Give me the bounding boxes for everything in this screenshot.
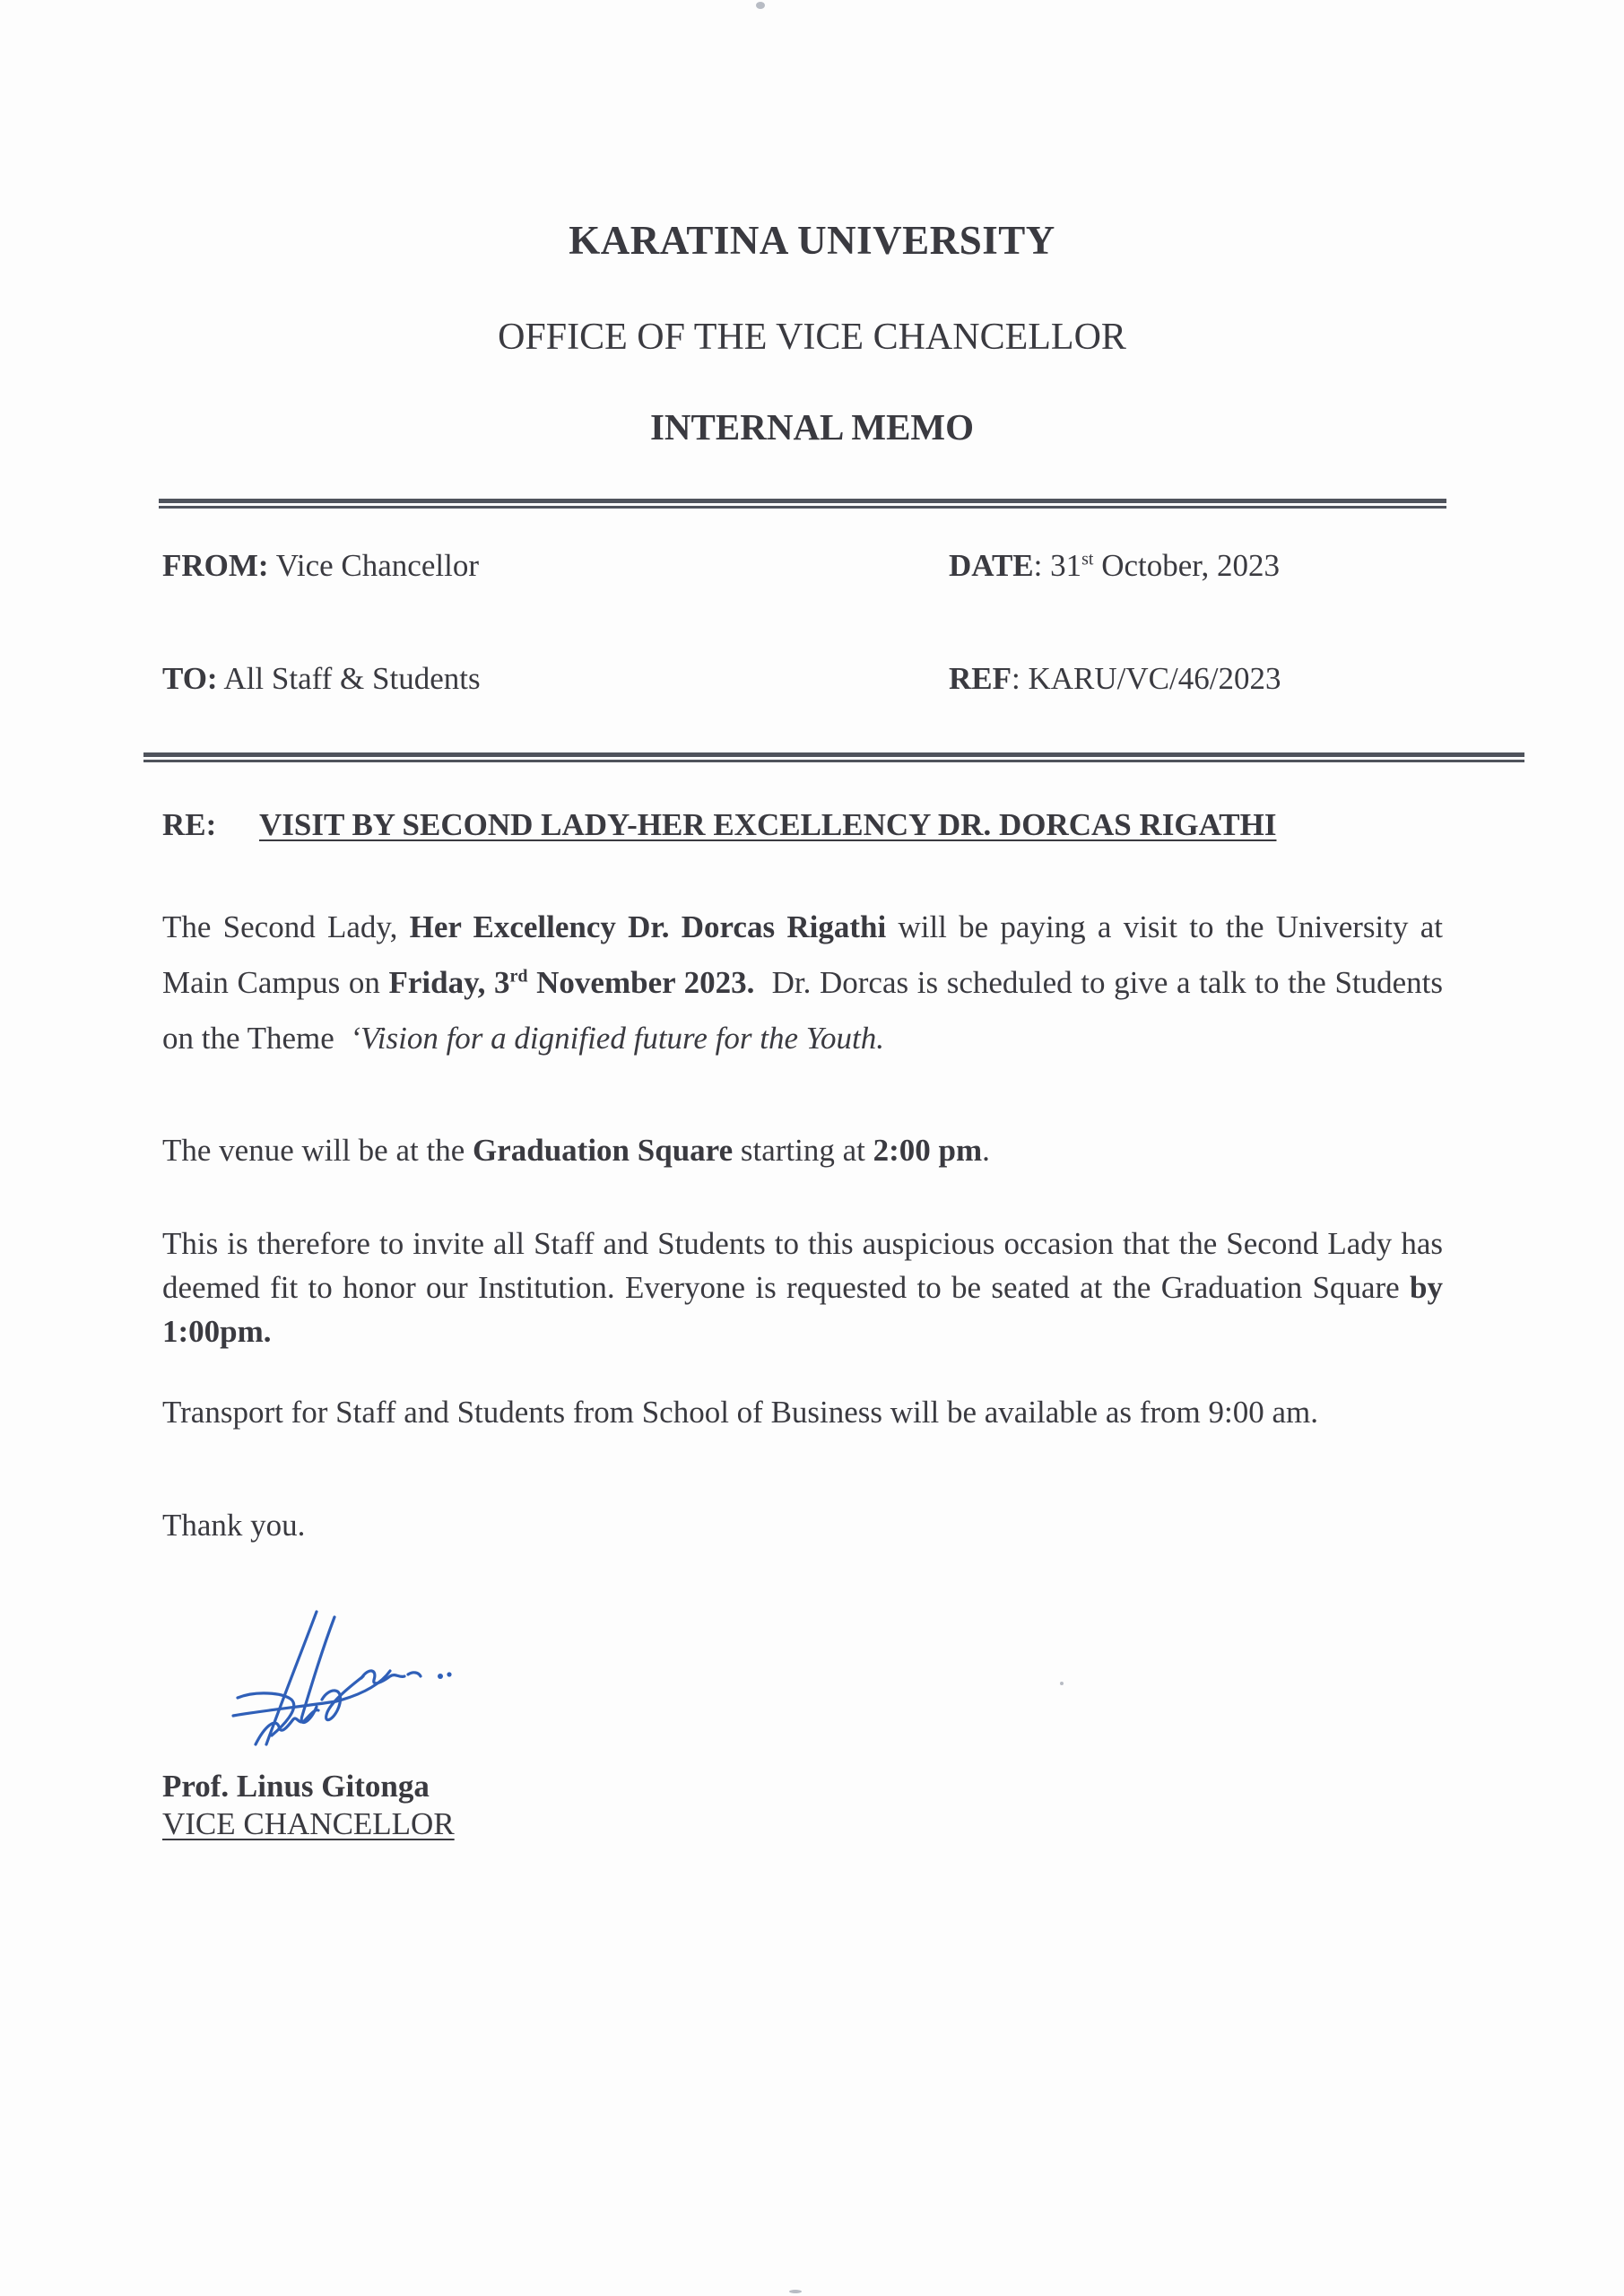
ref-value: KARU/VC/46/2023 (1028, 661, 1281, 696)
from-value: Vice Chancellor (275, 548, 479, 583)
to-value: All Staff & Students (223, 661, 481, 696)
p1-text-a: The Second Lady, (162, 909, 398, 944)
office-name: OFFICE OF THE VICE CHANCELLOR (498, 317, 1126, 358)
p1-date-a: Friday, 3 (388, 965, 510, 1000)
signer-title: VICE CHANCELLOR (162, 1806, 455, 1841)
p2-venue: Graduation Square (472, 1133, 734, 1168)
signer-name: Prof. Linus Gitonga (162, 1769, 430, 1804)
p1-theme: ‘Vision for a dignified future for the Youth. (350, 1021, 884, 1056)
university-name: KARATINA UNIVERSITY (569, 218, 1055, 263)
bottom-rule-lower (143, 760, 1524, 762)
p2-end: . (982, 1133, 990, 1168)
paragraph-invitation (162, 1222, 1443, 1353)
to-label: TO: (162, 661, 218, 696)
scan-speck (789, 2290, 802, 2293)
from-label: FROM: (162, 548, 269, 583)
signature-image (229, 1601, 462, 1758)
p1-text-b: will be paying a visit to the University at Main Campus on (162, 909, 1443, 1000)
date-label: DATE (949, 548, 1034, 583)
p1-text-c: Dr. Dorcas is scheduled to give a talk to the Students on the Theme (162, 965, 1444, 1056)
top-rule-upper (159, 499, 1446, 503)
paragraph-thanks: Thank you. (162, 1508, 306, 1543)
paragraph-transport: Transport for Staff and Students from School of Business will be available as from 9:00 am. (162, 1395, 1319, 1430)
from-field (162, 548, 479, 584)
memo-type-title: INTERNAL MEMO (649, 406, 975, 448)
to-field (162, 661, 481, 697)
p1-date-b: November 2023. (536, 965, 755, 1000)
ref-field: REF: KARU/VC/46/2023 (949, 661, 1281, 696)
p1-date-suffix: rd (509, 966, 528, 987)
p2-time: 2:00 pm (873, 1133, 983, 1168)
scan-speck (756, 2, 765, 9)
subject-line (162, 807, 1276, 843)
paragraph-visit (162, 900, 1443, 1066)
bottom-rule-upper (143, 752, 1524, 757)
p2-text-a: The venue will be at the (162, 1133, 465, 1168)
paragraph-venue (162, 1128, 1443, 1173)
date-day: 31 (1050, 548, 1082, 583)
date-rest: October, 2023 (1101, 548, 1281, 583)
ref-label: REF (949, 661, 1012, 696)
top-rule-lower (159, 506, 1446, 509)
date-field: DATE: 31st October, 2023 (949, 548, 1281, 583)
p3-seating-time: by 1:00pm. (162, 1270, 1443, 1349)
p3-text: This is therefore to invite all Staff and Students to this auspicious occasion that the Second Lady has deemed fit to honor our Institution. Everyone is requested to be seated at the Graduation Square (162, 1226, 1443, 1305)
p1-visitor-name: Her Excellency Dr. Dorcas Rigathi (409, 909, 887, 944)
date-suffix: st (1081, 549, 1094, 570)
scan-speck (1060, 1682, 1064, 1685)
subject-label: RE: (162, 807, 217, 842)
subject-text: VISIT BY SECOND LADY-HER EXCELLENCY DR. DORCAS RIGATHI (259, 807, 1277, 842)
p2-text-b: starting at (740, 1133, 865, 1168)
